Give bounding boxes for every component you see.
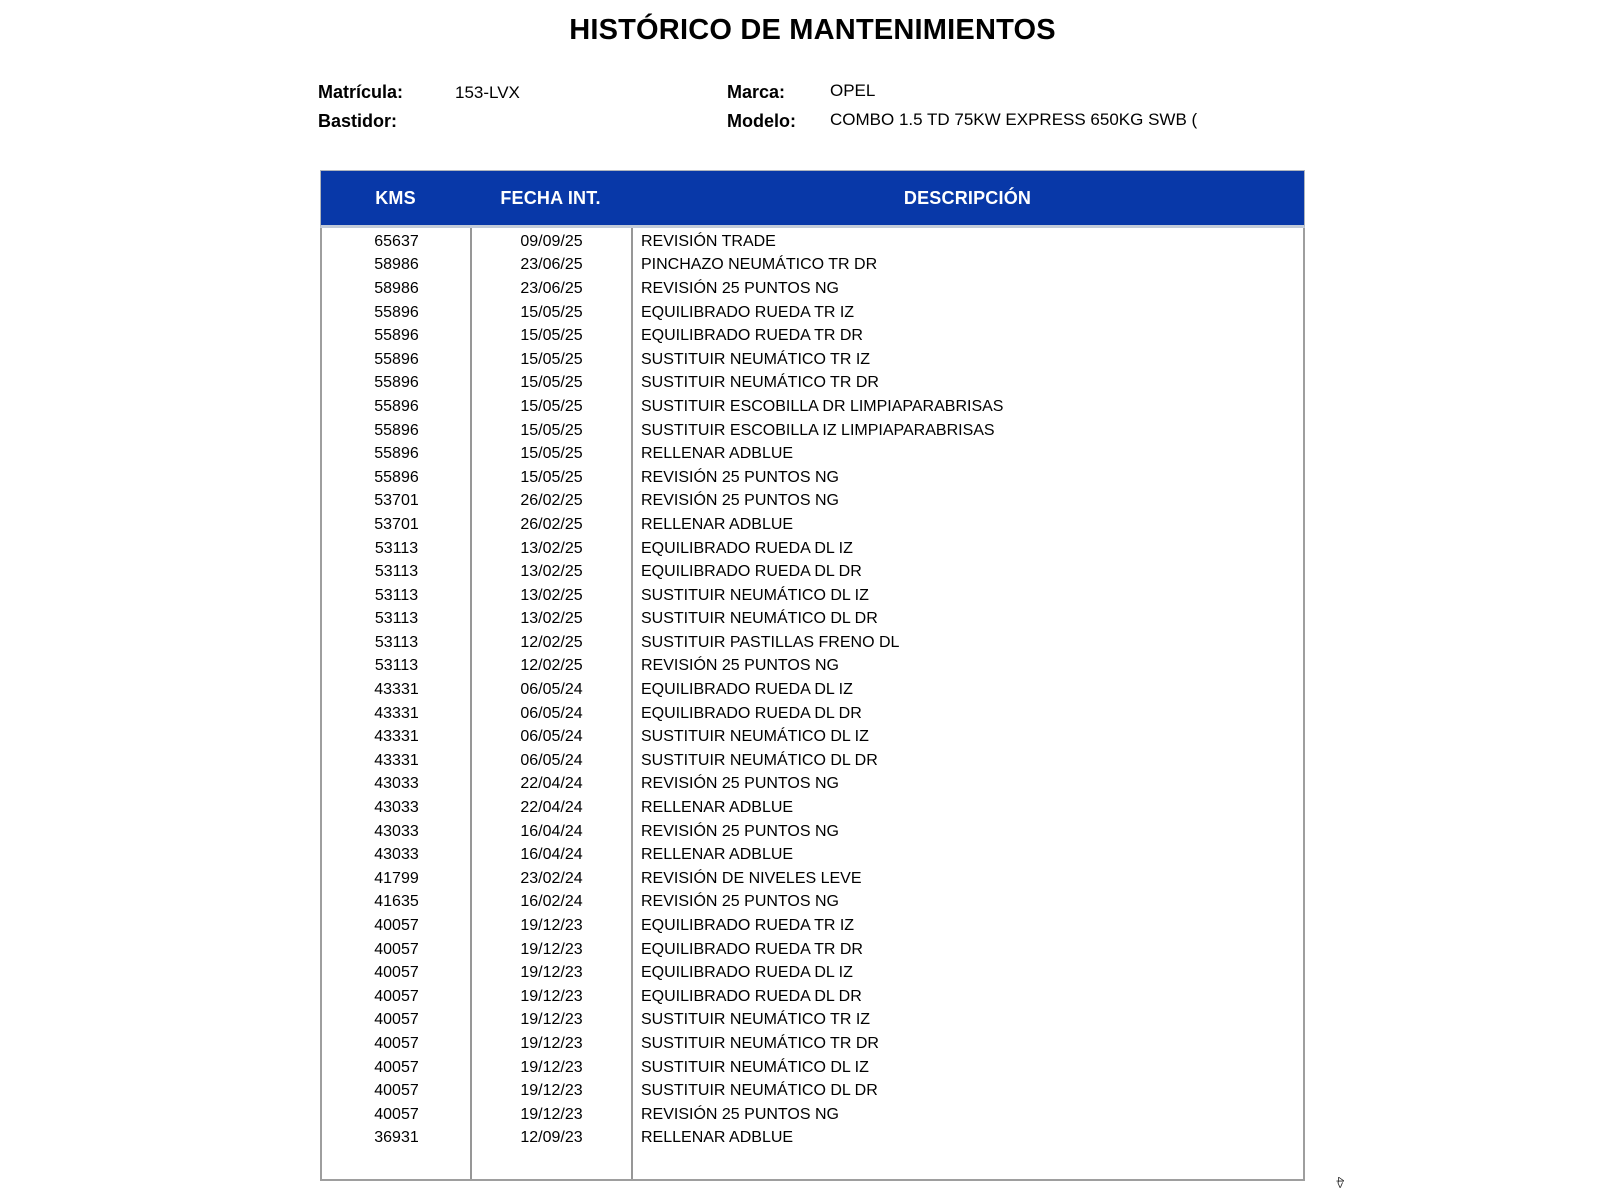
fecha-int-cell: 06/05/24: [520, 704, 583, 722]
kms-cell: 43331: [374, 704, 419, 722]
table-row: [322, 655, 1303, 679]
table-row: [322, 867, 1303, 891]
kms-cell: 55896: [374, 421, 419, 439]
kms-cell: 53113: [374, 633, 419, 651]
kms-cell: 53701: [374, 515, 419, 533]
descripcion-cell: SUSTITUIR PASTILLAS FRENO DL: [641, 633, 900, 651]
table-row: [322, 442, 1303, 466]
table-row: [322, 560, 1303, 584]
matricula-label: Matrícula:: [318, 82, 404, 102]
descripcion-cell: REVISIÓN 25 PUNTOS NG: [641, 822, 839, 840]
descripcion-cell: SUSTITUIR NEUMÁTICO DL DR: [641, 610, 878, 628]
table-row: [322, 820, 1303, 844]
table-row: [322, 678, 1303, 702]
page-title: HISTÓRICO DE MANTENIMIENTOS: [569, 14, 1056, 46]
fecha-int-cell: 13/02/25: [520, 539, 583, 557]
fecha-int-cell: 19/12/23: [520, 940, 583, 958]
kms-cell: 40057: [374, 1082, 419, 1100]
fecha-int-cell: 15/05/25: [520, 468, 583, 486]
table-row: [322, 961, 1303, 985]
fecha-int-cell: 15/05/25: [520, 397, 583, 415]
table-row: [322, 843, 1303, 867]
descripcion-cell: SUSTITUIR ESCOBILLA DR LIMPIAPARABRISAS: [641, 397, 1004, 415]
fecha-int-cell: 19/12/23: [520, 1082, 583, 1100]
kms-cell: 40057: [374, 1105, 419, 1123]
fecha-int-cell: 06/05/24: [520, 751, 583, 769]
descripcion-cell: EQUILIBRADO RUEDA DL IZ: [641, 681, 853, 699]
table-row: [322, 1032, 1303, 1056]
fecha-int-cell: 06/05/24: [520, 728, 583, 746]
column-header-descripcion: DESCRIPCIÓN: [903, 187, 1032, 208]
descripcion-cell: REVISIÓN 25 PUNTOS NG: [641, 468, 839, 486]
fecha-int-cell: 19/12/23: [520, 917, 583, 935]
modelo-label: Modelo:: [727, 111, 796, 131]
table-row: [322, 230, 1303, 254]
fecha-int-cell: 22/04/24: [520, 799, 583, 817]
kms-cell: 55896: [374, 397, 419, 415]
descripcion-cell: SUSTITUIR NEUMÁTICO TR DR: [641, 374, 879, 392]
fecha-int-cell: 19/12/23: [520, 964, 583, 982]
bastidor-label: Bastidor:: [318, 111, 398, 131]
table-row: [322, 702, 1303, 726]
kms-cell: 43033: [374, 775, 419, 793]
column-header-fecha-int: FECHA INT.: [500, 187, 601, 208]
matricula-value: 153-LVX: [455, 83, 520, 102]
descripcion-cell: SUSTITUIR NEUMÁTICO DL DR: [641, 751, 878, 769]
page-marker: 4>: [1333, 1176, 1346, 1188]
fecha-int-cell: 12/02/25: [520, 633, 583, 651]
descripcion-cell: EQUILIBRADO RUEDA DL IZ: [641, 964, 853, 982]
fecha-int-cell: 22/04/24: [520, 775, 583, 793]
descripcion-cell: EQUILIBRADO RUEDA DL DR: [641, 563, 862, 581]
table-row: [322, 395, 1303, 419]
descripcion-cell: SUSTITUIR NEUMÁTICO TR IZ: [641, 350, 871, 368]
fecha-int-cell: 15/05/25: [520, 421, 583, 439]
kms-cell: 55896: [374, 374, 419, 392]
fecha-int-cell: 19/12/23: [520, 1034, 583, 1052]
descripcion-cell: EQUILIBRADO RUEDA DL DR: [641, 987, 862, 1005]
fecha-int-cell: 15/05/25: [520, 445, 583, 463]
descripcion-cell: RELLENAR ADBLUE: [641, 445, 794, 463]
kms-cell: 55896: [374, 303, 419, 321]
fecha-int-cell: 12/09/23: [520, 1129, 583, 1147]
table-rows-container: [322, 230, 1303, 1150]
table-body: [320, 228, 1305, 1181]
kms-cell: 40057: [374, 1058, 419, 1076]
fecha-int-cell: 19/12/23: [520, 987, 583, 1005]
descripcion-cell: EQUILIBRADO RUEDA TR DR: [641, 327, 863, 345]
kms-cell: 58986: [374, 256, 419, 274]
marca-value: OPEL: [830, 81, 876, 100]
table-row: [322, 372, 1303, 396]
descripcion-cell: RELLENAR ADBLUE: [641, 515, 794, 533]
descripcion-cell: REVISIÓN 25 PUNTOS NG: [641, 775, 839, 793]
vehicle-info-block: [318, 82, 1318, 140]
fecha-int-cell: 15/05/25: [520, 350, 583, 368]
table-row: [322, 891, 1303, 915]
kms-cell: 40057: [374, 940, 419, 958]
descripcion-cell: REVISIÓN 25 PUNTOS NG: [641, 1105, 839, 1123]
table-row: [322, 277, 1303, 301]
kms-cell: 53113: [374, 563, 419, 581]
descripcion-cell: REVISIÓN DE NIVELES LEVE: [641, 869, 862, 887]
kms-cell: 43331: [374, 728, 419, 746]
kms-cell: 43033: [374, 822, 419, 840]
table-row: [322, 725, 1303, 749]
table-row: [322, 324, 1303, 348]
fecha-int-cell: 26/02/25: [520, 492, 583, 510]
table-row: [322, 796, 1303, 820]
modelo-value: COMBO 1.5 TD 75KW EXPRESS 650KG SWB (: [830, 110, 1198, 129]
descripcion-cell: SUSTITUIR NEUMÁTICO DL IZ: [641, 586, 869, 604]
fecha-int-cell: 23/02/24: [520, 869, 583, 887]
fecha-int-cell: 13/02/25: [520, 586, 583, 604]
maintenance-table: [320, 170, 1305, 1181]
table-row: [322, 490, 1303, 514]
fecha-int-cell: 16/04/24: [520, 822, 583, 840]
fecha-int-cell: 12/02/25: [520, 657, 583, 675]
table-row: [322, 914, 1303, 938]
fecha-int-cell: 13/02/25: [520, 610, 583, 628]
descripcion-cell: REVISIÓN TRADE: [641, 232, 776, 250]
kms-cell: 53113: [374, 610, 419, 628]
kms-cell: 43033: [374, 799, 419, 817]
fecha-int-cell: 19/12/23: [520, 1105, 583, 1123]
kms-cell: 41799: [374, 869, 419, 887]
fecha-int-cell: 19/12/23: [520, 1011, 583, 1029]
fecha-int-cell: 15/05/25: [520, 374, 583, 392]
descripcion-cell: RELLENAR ADBLUE: [641, 1129, 794, 1147]
table-row: [322, 749, 1303, 773]
fecha-int-cell: 23/06/25: [520, 256, 583, 274]
fecha-int-cell: 16/04/24: [520, 846, 583, 864]
kms-cell: 36931: [374, 1129, 419, 1147]
kms-cell: 40057: [374, 1034, 419, 1052]
table-row: [322, 466, 1303, 490]
kms-cell: 53113: [374, 539, 419, 557]
marca-label: Marca:: [727, 82, 786, 102]
descripcion-cell: REVISIÓN 25 PUNTOS NG: [641, 492, 839, 510]
kms-cell: 55896: [374, 445, 419, 463]
table-row: [322, 348, 1303, 372]
kms-cell: 55896: [374, 327, 419, 345]
descripcion-cell: SUSTITUIR NEUMÁTICO DL IZ: [641, 728, 869, 746]
kms-cell: 41635: [374, 893, 419, 911]
descripcion-cell: EQUILIBRADO RUEDA TR IZ: [641, 303, 855, 321]
descripcion-cell: REVISIÓN 25 PUNTOS NG: [641, 893, 839, 911]
kms-cell: 43331: [374, 751, 419, 769]
descripcion-cell: SUSTITUIR NEUMÁTICO DL DR: [641, 1082, 878, 1100]
kms-cell: 40057: [374, 964, 419, 982]
kms-cell: 65637: [374, 232, 419, 250]
kms-cell: 53113: [374, 586, 419, 604]
fecha-int-cell: 16/02/24: [520, 893, 583, 911]
vehicle-info-row-1: [318, 82, 1318, 111]
kms-cell: 53113: [374, 657, 419, 675]
descripcion-cell: SUSTITUIR NEUMÁTICO DL IZ: [641, 1058, 869, 1076]
descripcion-cell: SUSTITUIR NEUMÁTICO TR DR: [641, 1034, 879, 1052]
table-row: [322, 1103, 1303, 1127]
descripcion-cell: EQUILIBRADO RUEDA TR IZ: [641, 917, 855, 935]
table-row: [322, 537, 1303, 561]
kms-cell: 55896: [374, 468, 419, 486]
table-row: [322, 1009, 1303, 1033]
table-row: [322, 419, 1303, 443]
table-row: [322, 631, 1303, 655]
kms-cell: 53701: [374, 492, 419, 510]
kms-cell: 55896: [374, 350, 419, 368]
table-row: [322, 1127, 1303, 1151]
kms-cell: 40057: [374, 987, 419, 1005]
table-header-row: [320, 170, 1305, 228]
table-row: [322, 773, 1303, 797]
kms-cell: 40057: [374, 917, 419, 935]
descripcion-cell: SUSTITUIR NEUMÁTICO TR IZ: [641, 1011, 871, 1029]
vehicle-info-row-2: [318, 111, 1318, 140]
kms-cell: 43033: [374, 846, 419, 864]
table-row: [322, 1056, 1303, 1080]
descripcion-cell: SUSTITUIR ESCOBILLA IZ LIMPIAPARABRISAS: [641, 421, 995, 439]
table-row: [322, 301, 1303, 325]
table-row: [322, 584, 1303, 608]
table-row: [322, 985, 1303, 1009]
descripcion-cell: RELLENAR ADBLUE: [641, 846, 794, 864]
kms-cell: 43331: [374, 681, 419, 699]
fecha-int-cell: 15/05/25: [520, 303, 583, 321]
table-row: [322, 254, 1303, 278]
table-row: [322, 1079, 1303, 1103]
table-row: [322, 513, 1303, 537]
table-row: [322, 938, 1303, 962]
descripcion-cell: EQUILIBRADO RUEDA DL DR: [641, 704, 862, 722]
descripcion-cell: REVISIÓN 25 PUNTOS NG: [641, 657, 839, 675]
descripcion-cell: EQUILIBRADO RUEDA TR DR: [641, 940, 863, 958]
column-header-kms: KMS: [375, 187, 416, 208]
fecha-int-cell: 26/02/25: [520, 515, 583, 533]
fecha-int-cell: 19/12/23: [520, 1058, 583, 1076]
fecha-int-cell: 13/02/25: [520, 563, 583, 581]
fecha-int-cell: 06/05/24: [520, 681, 583, 699]
descripcion-cell: EQUILIBRADO RUEDA DL IZ: [641, 539, 853, 557]
kms-cell: 40057: [374, 1011, 419, 1029]
descripcion-cell: PINCHAZO NEUMÁTICO TR DR: [641, 256, 878, 274]
fecha-int-cell: 15/05/25: [520, 327, 583, 345]
kms-cell: 58986: [374, 279, 419, 297]
descripcion-cell: RELLENAR ADBLUE: [641, 799, 794, 817]
table-row: [322, 608, 1303, 632]
descripcion-cell: REVISIÓN 25 PUNTOS NG: [641, 279, 839, 297]
fecha-int-cell: 09/09/25: [520, 232, 583, 250]
fecha-int-cell: 23/06/25: [520, 279, 583, 297]
